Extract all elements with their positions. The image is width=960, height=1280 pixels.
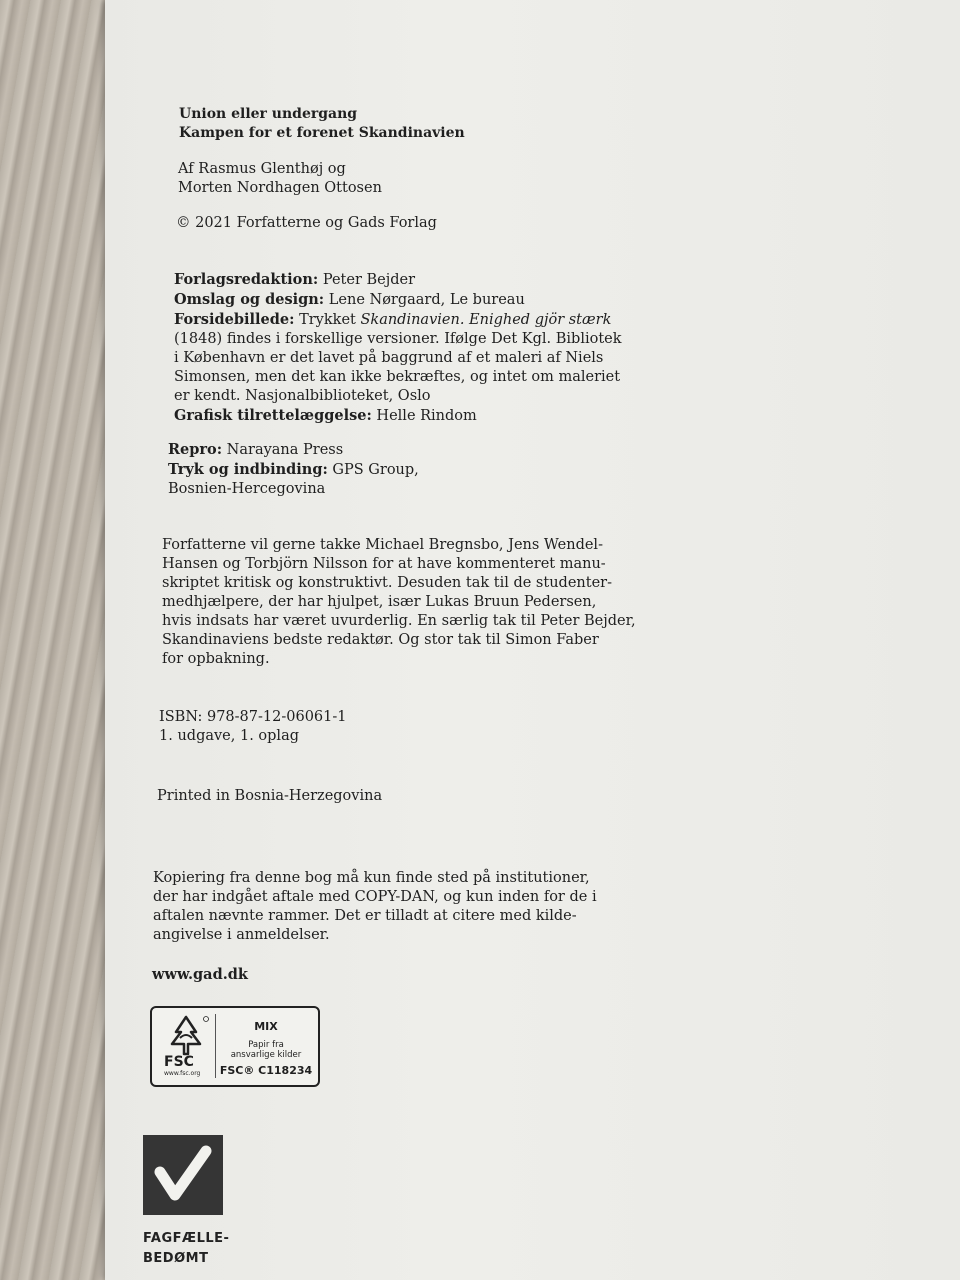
- isbn: ISBN: 978-87-12-06061-1: [159, 709, 347, 725]
- copying-notice: [153, 869, 597, 945]
- thanks-line: Skandinaviens bedste redaktør. Og stor tak til Simon Faber: [162, 632, 599, 648]
- copying-line: angivelse i anmeldelser.: [153, 927, 330, 943]
- credit-value: Helle Rindom: [371, 408, 477, 424]
- fsc-papir-line-2: ansvarlige kilder: [230, 1050, 302, 1060]
- authors-line-1: Af Rasmus Glenthøj og: [178, 161, 346, 177]
- credit-forside-line-4: Simonsen, men det kan ikke bekræftes, og intet om maleriet: [174, 369, 621, 385]
- copying-line: aftalen nævnte rammer. Det er tilladt at citere med kilde-: [153, 908, 577, 924]
- peer-review-line-2: BEDØMT: [143, 1251, 209, 1266]
- fsc-label: [150, 1006, 320, 1087]
- peer-review-box: [143, 1135, 223, 1215]
- credit-label: Omslag og design:: [174, 291, 325, 308]
- repro: [168, 440, 419, 460]
- fsc-code: FSC® C118234: [219, 1064, 313, 1077]
- title-line-2: Kampen for et forenet Skandinavien: [179, 125, 465, 141]
- credit-omslag: [174, 290, 622, 310]
- repro-value: Narayana Press: [222, 442, 344, 458]
- thanks-line: for opbakning.: [162, 651, 270, 667]
- fsc-papir-line-1: Papir fra: [248, 1040, 284, 1050]
- website: www.gad.dk: [152, 966, 248, 983]
- thanks-line: medhjælpere, der har hjulpet, især Lukas Bruun Pedersen,: [162, 594, 597, 610]
- peer-review-badge: [143, 1135, 230, 1275]
- edition: 1. udgave, 1. oplag: [159, 728, 300, 744]
- printed-block: [157, 787, 382, 806]
- credit-label: Forlagsredaktion:: [174, 271, 319, 288]
- credit-value: Peter Bejder: [318, 272, 416, 288]
- fsc-tree-icon: [162, 1014, 210, 1058]
- isbn-block: [159, 708, 347, 746]
- credit-label: Grafisk tilrettelæggelse:: [174, 407, 372, 424]
- copyright: [176, 214, 437, 233]
- authors: [178, 160, 382, 198]
- tryk: [168, 460, 419, 480]
- peer-review-label: [143, 1229, 230, 1269]
- credit-forlagsredaktion: [174, 270, 622, 290]
- credit-grafisk: [174, 406, 622, 426]
- copyright-text: © 2021 Forfatterne og Gads Forlag: [176, 215, 437, 231]
- authors-line-2: Morten Nordhagen Ottosen: [178, 180, 382, 196]
- thanks-line: skriptet kritisk og konstruktivt. Desuden tak til de studenter-: [162, 575, 612, 591]
- printed-in: Printed in Bosnia-Herzegovina: [157, 788, 383, 804]
- credit-label: Forsidebillede:: [174, 311, 295, 328]
- repro-label: Repro:: [168, 441, 223, 458]
- thanks-line: hvis indsats har været uvurderlig. En særlig tak til Peter Bejder,: [162, 613, 636, 629]
- website-block: [152, 965, 248, 984]
- credits: [174, 270, 622, 426]
- credit-forside-line-3: i København er det lavet på baggrund af et maleri af Niels: [174, 350, 604, 366]
- title-line-1: Union eller undergang: [179, 106, 358, 122]
- production: [168, 440, 419, 499]
- copying-line: Kopiering fra denne bog må kun finde sted på institutioner,: [153, 870, 590, 886]
- credit-value: Lene Nørgaard, Le bureau: [324, 292, 525, 308]
- tryk-location: Bosnien-Hercegovina: [168, 481, 326, 497]
- copying-line: der har indgået aftale med COPY-DAN, og kun inden for de i: [153, 889, 597, 905]
- acknowledgements: [162, 536, 636, 669]
- fsc-papir: [216, 1040, 316, 1060]
- thanks-line: Forfatterne vil gerne takke Michael Bregnsbo, Jens Wendel-: [162, 537, 603, 553]
- credit-forside: [174, 310, 622, 330]
- credit-forside-line-2: (1848) findes i forskellige versioner. Ifølge Det Kgl. Bibliotek: [174, 331, 622, 347]
- book-title: [179, 105, 465, 143]
- fsc-word: FSC: [164, 1054, 194, 1070]
- credit-forside-line-5: er kendt. Nasjonalbiblioteket, Oslo: [174, 388, 431, 404]
- tryk-label: Tryk og indbinding:: [168, 461, 328, 478]
- peer-review-line-1: FAGFÆLLE-: [143, 1231, 230, 1246]
- thanks-line: Hansen og Torbjörn Nilsson for at have kommenteret manu-: [162, 556, 606, 572]
- fsc-mix: MIX: [254, 1020, 278, 1033]
- credit-value: Trykket: [294, 312, 361, 328]
- checkmark-icon: [143, 1135, 223, 1215]
- cover-image-title: Skandinavien. Enighed gjör stærk: [360, 312, 612, 328]
- tryk-value: GPS Group,: [327, 462, 419, 478]
- fsc-url: www.fsc.org: [164, 1070, 201, 1077]
